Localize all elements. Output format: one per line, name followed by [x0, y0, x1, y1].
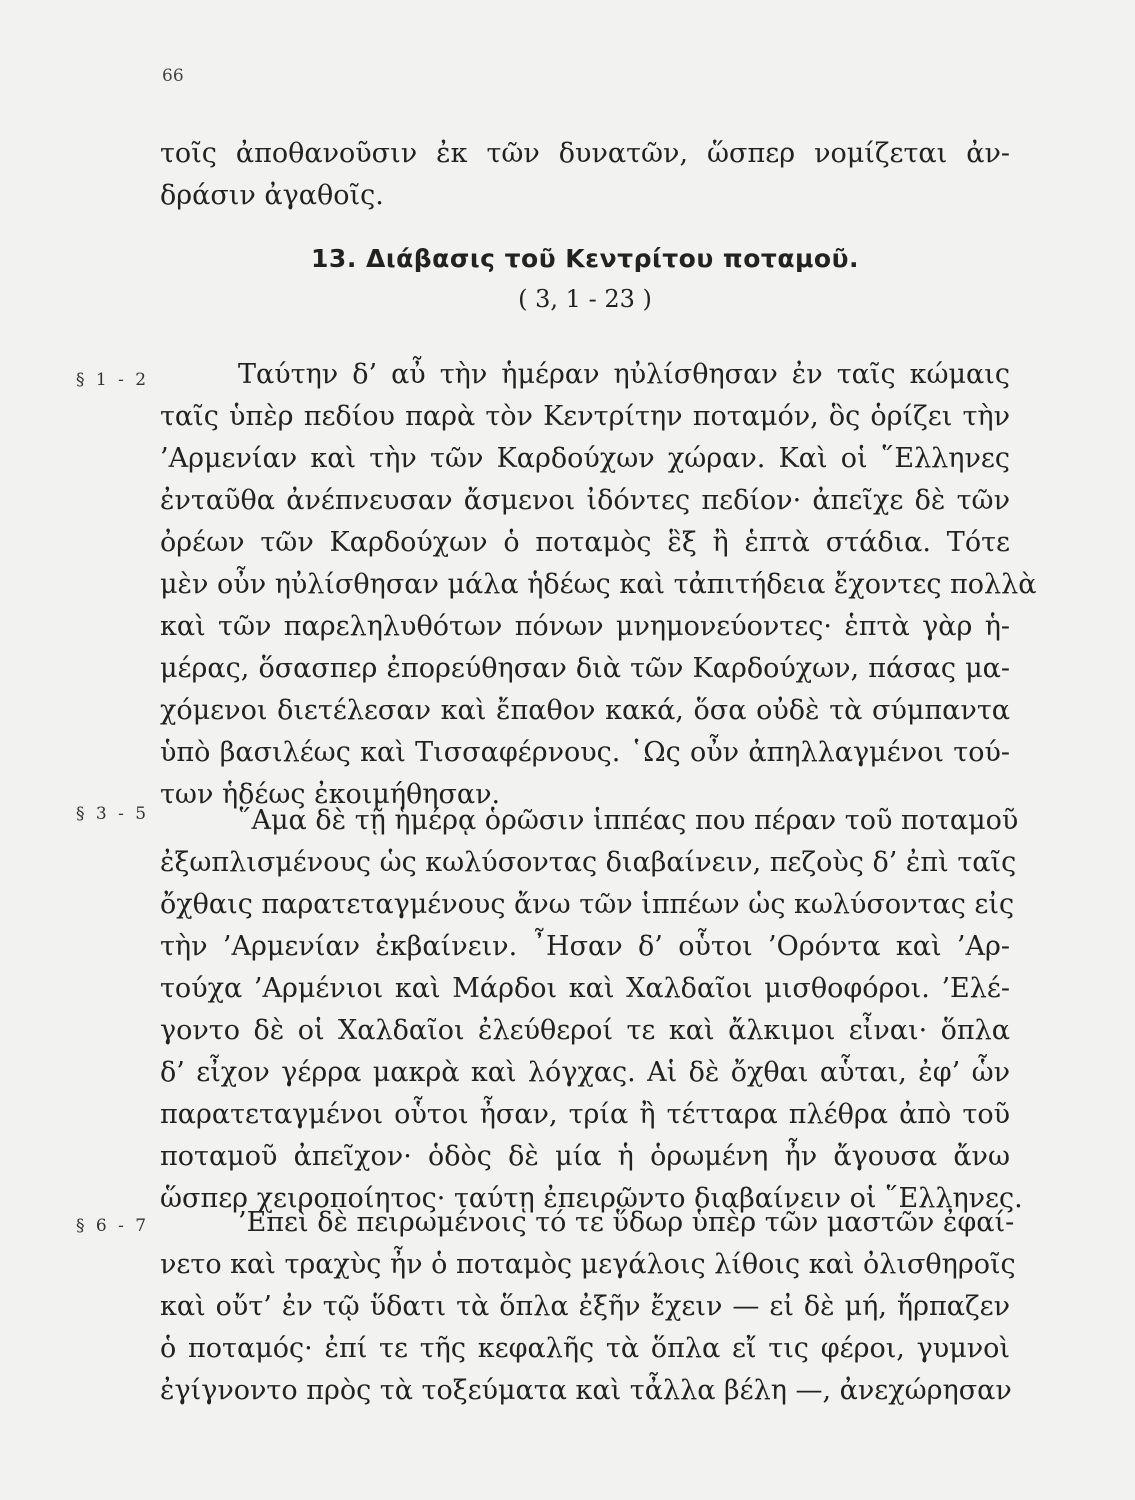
text-line: τούχα ’Αρμένιοι καὶ Μάρδοι καὶ Χαλδαῖοι μισθοφόροι. ’Ελέ-	[160, 973, 1010, 1004]
section-marker-1-2: § 1 - 2	[76, 370, 150, 390]
text-line: ὁ ποταμός· ἐπί τε τῆς κεφαλῆς τὰ ὅπλα εἴ τις φέροι, γυμνοὶ	[160, 1333, 1010, 1364]
text-line: μὲν οὖν ηὐλίσθησαν μάλα ἡδέως καὶ τἀπιτήδεια ἔχοντες πολλὰ	[160, 569, 1037, 600]
section-marker-3-5: § 3 - 5	[76, 804, 150, 824]
text-line: καὶ τῶν παρεληλυθότων πόνων μνημονεύοντες· ἑπτὰ γὰρ ἡ-	[160, 611, 1010, 642]
text-line: ῞Αμα δὲ τῇ ἡμέρᾳ ὁρῶσιν ἱππέας που πέραν τοῦ ποταμοῦ	[238, 805, 1019, 836]
text-line: ποταμοῦ ἀπεῖχον· ὁδὸς δὲ μία ἡ ὁρωμένη ἦν ἄγουσα ἄνω	[160, 1141, 1010, 1172]
text-line: ὑπὸ βασιλέως καὶ Τισσαφέρνους. ῾Ως οὖν ἀπηλλαγμένοι τού-	[160, 737, 1010, 768]
text-line: ὀρέων τῶν Καρδούχων ὁ ποταμὸς ἓξ ἢ ἑπτὰ στάδια. Τότε	[160, 527, 1010, 558]
chapter-title: 13. Διάβασις τοῦ Κεντρίτου ποταμοῦ.	[311, 244, 859, 273]
section-marker-6-7: § 6 - 7	[76, 1216, 150, 1236]
text-line: ἐγίγνοντο πρὸς τὰ τοξεύματα καὶ τἆλλα βέλη —, ἀνεχώρησαν	[160, 1375, 1012, 1406]
text-line: ’Επεὶ δὲ πειρωμένοις τό τε ὕδωρ ὑπὲρ τῶν μαστῶν ἐφαί-	[238, 1207, 1015, 1238]
text-line: γοντο δὲ οἱ Χαλδαῖοι ἐλεύθεροί τε καὶ ἄλκιμοι εἶναι· ὅπλα	[160, 1015, 1010, 1046]
chapter-reference: ( 3, 1 - 23 )	[518, 285, 652, 313]
text-line: ὄχθαις παρατεταγμένους ἄνω τῶν ἱππέων ὡς κωλύσοντας εἰς	[160, 889, 1015, 920]
text-line: ’Αρμενίαν καὶ τὴν τῶν Καρδούχων χώραν. Καὶ οἱ ῞Ελληνες	[160, 443, 1010, 474]
page-number: 66	[162, 66, 184, 86]
section-3-5-paragraph	[160, 800, 1023, 1220]
section-6-7-paragraph	[160, 1202, 1016, 1412]
text-line: νετο καὶ τραχὺς ἦν ὁ ποταμὸς μεγάλοις λίθοις καὶ ὀλισθηροῖς	[160, 1249, 1016, 1280]
text-line: παρατεταγμένοι οὗτοι ἦσαν, τρία ἢ τέτταρα πλέθρα ἀπὸ τοῦ	[160, 1099, 1010, 1130]
text-line: Ταύτην δ’ αὖ τὴν ἡμέραν ηὐλίσθησαν ἐν ταῖς κώμαις	[238, 359, 1010, 390]
text-line: τὴν ’Αρμενίαν ἐκβαίνειν. ῏Ησαν δ’ οὗτοι ’Ορόντα καὶ ’Αρ-	[160, 931, 1010, 962]
text-line: χόμενοι διετέλεσαν καὶ ἔπαθον κακά, ὅσα οὐδὲ τὰ σύμπαντα	[160, 695, 1010, 726]
text-line: ὥσπερ χειροποίητος· ταύτῃ ἐπειρῶντο διαβαίνειν οἱ ῞Ελληνες.	[160, 1183, 1023, 1214]
text-line: καὶ οὔτ’ ἐν τῷ ὕδατι τὰ ὅπλα ἐξῆν ἔχειν — εἰ δὲ μή, ἥρπαζεν	[160, 1291, 1010, 1322]
text-line: δ’ εἶχον γέρρα μακρὰ καὶ λόγχας. Αἱ δὲ ὄχθαι αὗται, ἐφ’ ὧν	[160, 1057, 1010, 1088]
text-line: ἐνταῦθα ἀνέπνευσαν ἄσμενοι ἰδόντες πεδίον· ἀπεῖχε δὲ τῶν	[160, 485, 1010, 516]
text-line: τοῖς ἀποθανοῦσιν ἐκ τῶν δυνατῶν, ὥσπερ νομίζεται ἀν-	[160, 138, 1010, 169]
text-line: ταῖς ὑπὲρ πεδίου παρὰ τὸν Κεντρίτην ποταμόν, ὃς ὁρίζει τὴν	[160, 401, 1010, 432]
text-line: ἐξωπλισμένους ὡς κωλύσοντας διαβαίνειν, πεζοὺς δ’ ἐπὶ ταῖς	[160, 847, 1017, 878]
text-line: μέρας, ὅσασπερ ἐπορεύθησαν διὰ τῶν Καρδούχων, πάσας μα-	[160, 653, 1010, 684]
intro-paragraph	[160, 133, 1010, 217]
text-line: των ἡδέως ἐκοιμήθησαν.	[160, 779, 501, 810]
section-1-2-paragraph	[160, 354, 1037, 816]
text-line: δράσιν ἀγαθοῖς.	[160, 180, 384, 211]
